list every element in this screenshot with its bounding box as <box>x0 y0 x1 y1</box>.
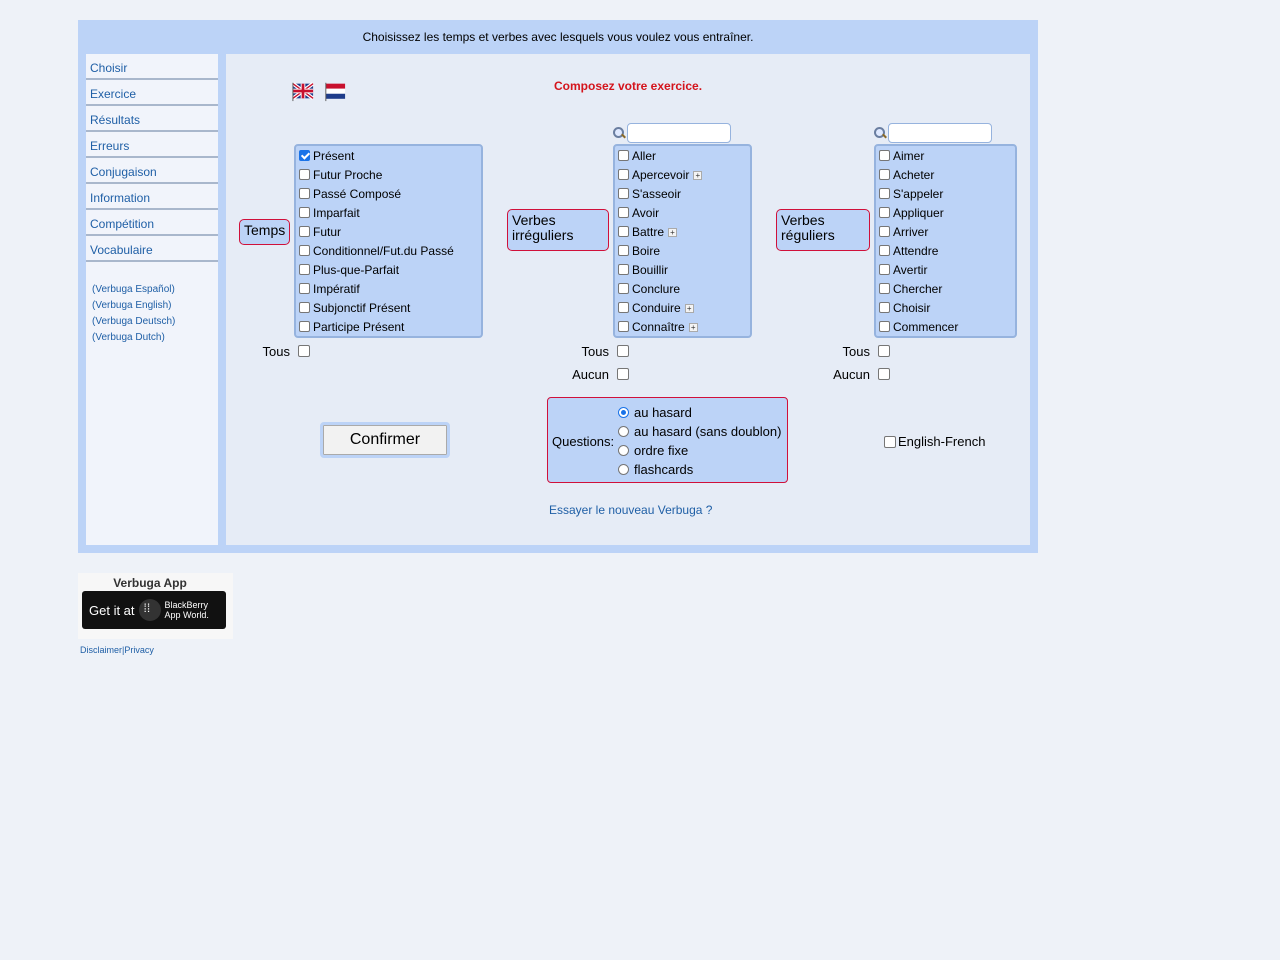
checkbox[interactable] <box>618 226 629 237</box>
sidebar-item-choisir[interactable]: Choisir <box>86 56 218 80</box>
tense-option[interactable]: Futur <box>296 223 481 242</box>
questions-group <box>547 397 788 483</box>
privacy-link[interactable]: Privacy <box>124 645 154 655</box>
radio[interactable] <box>618 407 629 418</box>
expand-plus-icon[interactable]: + <box>668 228 677 237</box>
checkbox[interactable] <box>879 169 890 180</box>
checkbox[interactable] <box>879 302 890 313</box>
tenses-all-label: Tous <box>262 344 290 359</box>
verb-option[interactable]: Avoir <box>615 204 750 223</box>
footer-links <box>80 645 154 655</box>
tense-option[interactable]: Présent <box>296 147 481 166</box>
checkbox[interactable] <box>299 150 310 161</box>
checkbox[interactable] <box>299 226 310 237</box>
verb-option[interactable]: Bouillir <box>615 261 750 280</box>
verb-option[interactable]: Aimer <box>876 147 1015 166</box>
verb-option[interactable]: Conduire + <box>615 299 750 318</box>
sidebar-item-vocabulaire[interactable]: Vocabulaire <box>86 238 218 262</box>
content-panel <box>226 54 1030 545</box>
app-badge-title: Verbuga App <box>113 576 187 590</box>
verb-option[interactable]: Apercevoir + <box>615 166 750 185</box>
search-icon <box>613 127 626 140</box>
tense-option[interactable]: Plus-que-Parfait <box>296 261 481 280</box>
regular-none-checkbox[interactable] <box>878 368 890 380</box>
tense-option[interactable]: Passé Composé <box>296 185 481 204</box>
verb-option[interactable]: Boire <box>615 242 750 261</box>
tenses-label: Temps <box>239 219 290 245</box>
sidebar-item-information[interactable]: Information <box>86 186 218 210</box>
checkbox[interactable] <box>618 264 629 275</box>
radio[interactable] <box>618 464 629 475</box>
checkbox[interactable] <box>879 188 890 199</box>
regular-all-checkbox[interactable] <box>878 345 890 357</box>
checkbox[interactable] <box>299 283 310 294</box>
tense-option[interactable]: Impératif <box>296 280 481 299</box>
verb-option[interactable]: Acheter <box>876 166 1015 185</box>
verb-option[interactable]: Appliquer <box>876 204 1015 223</box>
sidebar-item-competition[interactable]: Compétition <box>86 212 218 236</box>
expand-plus-icon[interactable]: + <box>689 323 698 332</box>
regular-all-label: Tous <box>842 344 870 359</box>
checkbox[interactable] <box>879 321 890 332</box>
tenses-listbox[interactable] <box>294 144 483 338</box>
checkbox[interactable] <box>879 245 890 256</box>
irregular-search-input[interactable] <box>627 123 731 143</box>
tense-option[interactable]: Participe Présent <box>296 318 481 337</box>
verb-option[interactable]: Attendre <box>876 242 1015 261</box>
regular-verbs-listbox[interactable] <box>874 144 1017 338</box>
checkbox[interactable] <box>618 321 629 332</box>
tense-option[interactable]: Imparfait <box>296 204 481 223</box>
tense-option[interactable]: Subjonctif Présent <box>296 299 481 318</box>
irregular-none-label: Aucun <box>572 367 609 382</box>
tense-option[interactable]: Futur Proche <box>296 166 481 185</box>
irregular-all-label: Tous <box>581 344 609 359</box>
regular-search <box>874 122 992 144</box>
checkbox[interactable] <box>879 264 890 275</box>
nl-flag-icon[interactable] <box>324 80 346 102</box>
blackberry-icon <box>139 599 161 621</box>
irregular-verbs-label: Verbes irréguliers <box>507 209 609 251</box>
checkbox[interactable] <box>299 321 310 332</box>
uk-flag-icon[interactable] <box>292 80 314 102</box>
sidebar-item-conjugaison[interactable]: Conjugaison <box>86 160 218 184</box>
sidebar-item-resultats[interactable]: Résultats <box>86 108 218 132</box>
verb-option[interactable]: S'appeler <box>876 185 1015 204</box>
sidebar <box>86 54 218 545</box>
footer-separator: | <box>122 645 125 655</box>
checkbox[interactable] <box>879 150 890 161</box>
checkbox[interactable] <box>618 302 629 313</box>
blackberry-store-button[interactable]: Get it at ⁞⁞ BlackBerry App World. <box>82 591 226 629</box>
question-mode-option[interactable]: ordre fixe <box>618 441 781 460</box>
verb-option[interactable]: S'asseoir <box>615 185 750 204</box>
irregular-search <box>613 122 731 144</box>
regular-search-input[interactable] <box>888 123 992 143</box>
checkbox[interactable] <box>299 245 310 256</box>
english-french-toggle[interactable]: English-French <box>884 434 985 449</box>
checkbox[interactable] <box>879 226 890 237</box>
lang-link-english[interactable]: (Verbuga English) <box>92 300 172 311</box>
lang-link-dutch[interactable]: (Verbuga Dutch) <box>92 332 165 343</box>
verb-option[interactable]: Avertir <box>876 261 1015 280</box>
checkbox[interactable] <box>618 150 629 161</box>
checkbox[interactable] <box>299 169 310 180</box>
compose-title: Composez votre exercice. <box>554 79 703 93</box>
question-mode-option[interactable]: au hasard (sans doublon) <box>618 422 781 441</box>
checkbox[interactable] <box>618 245 629 256</box>
lang-link-deutsch[interactable]: (Verbuga Deutsch) <box>92 316 176 327</box>
regular-verbs-label: Verbes réguliers <box>776 209 870 251</box>
tenses-all-checkbox[interactable] <box>298 345 310 357</box>
search-icon <box>874 127 887 140</box>
verb-option[interactable]: Aller <box>615 147 750 166</box>
checkbox[interactable] <box>299 188 310 199</box>
checkbox[interactable] <box>299 302 310 313</box>
verb-option[interactable]: Battre + <box>615 223 750 242</box>
irregular-none-checkbox[interactable] <box>617 368 629 380</box>
irregular-all-checkbox[interactable] <box>617 345 629 357</box>
verb-option[interactable]: Chercher <box>876 280 1015 299</box>
confirm-button[interactable]: Confirmer <box>320 422 450 458</box>
verb-option[interactable]: Connaître + <box>615 318 750 337</box>
checkbox[interactable] <box>879 207 890 218</box>
disclaimer-link[interactable]: Disclaimer <box>80 645 123 655</box>
checkbox[interactable] <box>299 207 310 218</box>
checkbox[interactable] <box>618 188 629 199</box>
page-title: Choisissez les temps et verbes avec lesquels vous voulez vous entraîner. <box>362 30 754 44</box>
sidebar-item-erreurs[interactable]: Erreurs <box>86 134 218 158</box>
checkbox[interactable] <box>879 283 890 294</box>
checkbox[interactable] <box>618 283 629 294</box>
try-new-verbuga-link[interactable]: Essayer le nouveau Verbuga ? <box>549 503 713 517</box>
verb-option[interactable]: Commencer <box>876 318 1015 337</box>
main-frame <box>78 20 1038 553</box>
verb-option[interactable]: Conclure <box>615 280 750 299</box>
tense-option[interactable]: Conditionnel/Fut.du Passé <box>296 242 481 261</box>
language-links <box>92 282 175 346</box>
regular-none-label: Aucun <box>833 367 870 382</box>
sidebar-item-exercice[interactable]: Exercice <box>86 82 218 106</box>
verb-option[interactable]: Choisir <box>876 299 1015 318</box>
checkbox[interactable] <box>618 207 629 218</box>
radio[interactable] <box>618 445 629 456</box>
radio[interactable] <box>618 426 629 437</box>
verb-option[interactable]: Arriver <box>876 223 1015 242</box>
app-badge[interactable] <box>78 573 233 639</box>
expand-plus-icon[interactable]: + <box>693 171 702 180</box>
irregular-verbs-listbox[interactable] <box>613 144 752 338</box>
expand-plus-icon[interactable]: + <box>685 304 694 313</box>
checkbox[interactable] <box>618 169 629 180</box>
lang-link-espanol[interactable]: (Verbuga Español) <box>92 284 175 295</box>
checkbox[interactable] <box>884 436 896 448</box>
question-mode-option[interactable]: flashcards <box>618 460 781 479</box>
checkbox[interactable] <box>299 264 310 275</box>
questions-label: Questions: <box>552 434 615 449</box>
question-mode-option[interactable]: au hasard <box>618 403 781 422</box>
